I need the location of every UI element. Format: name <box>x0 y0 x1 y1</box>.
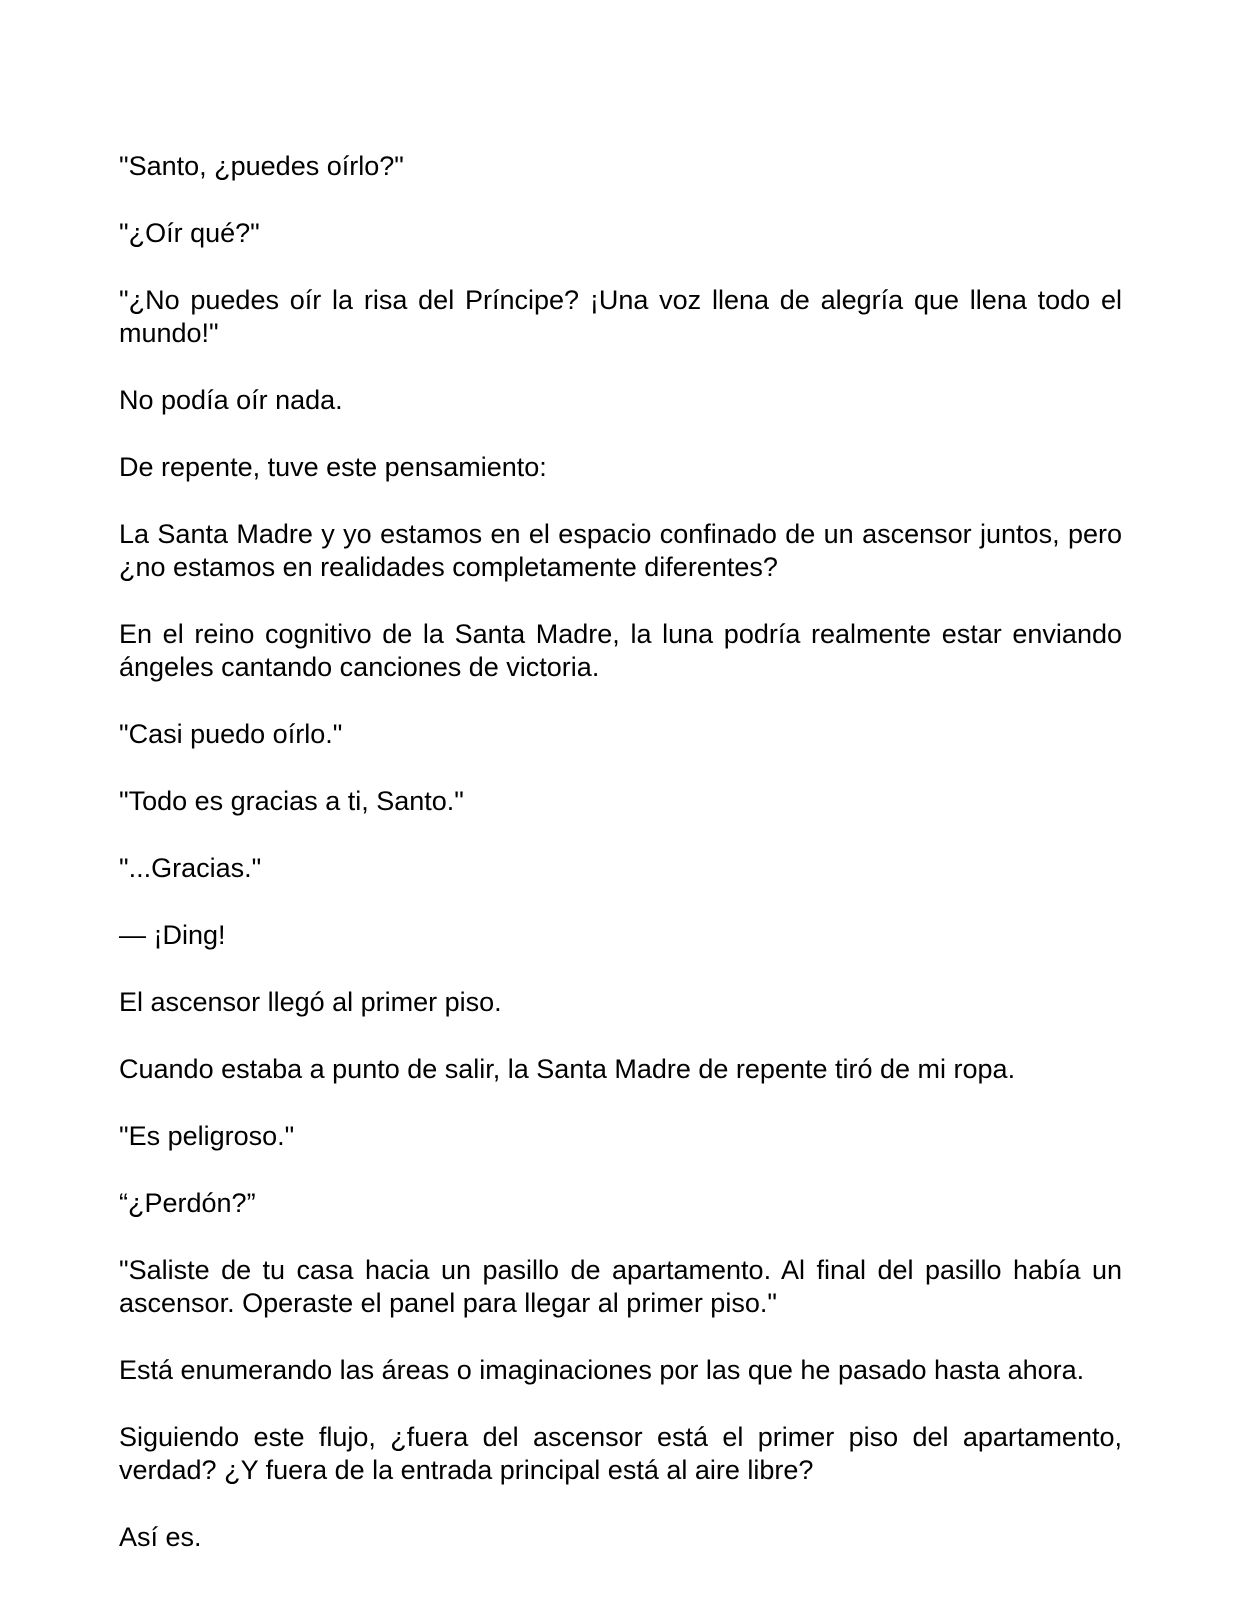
paragraph: "Es peligroso." <box>119 1121 295 1151</box>
paragraph: Está enumerando las áreas o imaginaciones por las que he pasado hasta ahora. <box>119 1355 1085 1385</box>
document-page <box>119 150 1122 1588</box>
paragraph: "¿Oír qué?" <box>119 218 260 248</box>
paragraph: La Santa Madre y yo estamos en el espacio confinado de un ascensor juntos, pero ¿no estamos en realidades completamente diferentes? <box>119 519 1122 582</box>
paragraph: De repente, tuve este pensamiento: <box>119 452 547 482</box>
paragraph: "Santo, ¿puedes oírlo?" <box>119 151 404 181</box>
paragraph: "¿No puedes oír la risa del Príncipe? ¡Una voz llena de alegría que llena todo el mundo!" <box>119 285 1122 348</box>
paragraph: "Casi puedo oírlo." <box>119 719 343 749</box>
paragraph: "Saliste de tu casa hacia un pasillo de apartamento. Al final del pasillo había un ascensor. Operaste el panel para llegar al primer piso." <box>119 1255 1122 1318</box>
paragraph: Siguiendo este flujo, ¿fuera del ascensor está el primer piso del apartamento, verdad? ¿Y fuera de la entrada principal está al aire libre? <box>119 1422 1122 1485</box>
paragraph: “¿Perdón?” <box>119 1188 256 1218</box>
paragraph: En el reino cognitivo de la Santa Madre, la luna podría realmente estar enviando ángeles cantando canciones de victoria. <box>119 619 1122 682</box>
paragraph: — ¡Ding! <box>119 920 226 950</box>
paragraph: No podía oír nada. <box>119 385 343 415</box>
paragraph: "...Gracias." <box>119 853 262 883</box>
paragraph: El ascensor llegó al primer piso. <box>119 987 502 1017</box>
paragraph: "Todo es gracias a ti, Santo." <box>119 786 464 816</box>
paragraph: Cuando estaba a punto de salir, la Santa Madre de repente tiró de mi ropa. <box>119 1054 1016 1084</box>
paragraph: Así es. <box>119 1522 202 1552</box>
